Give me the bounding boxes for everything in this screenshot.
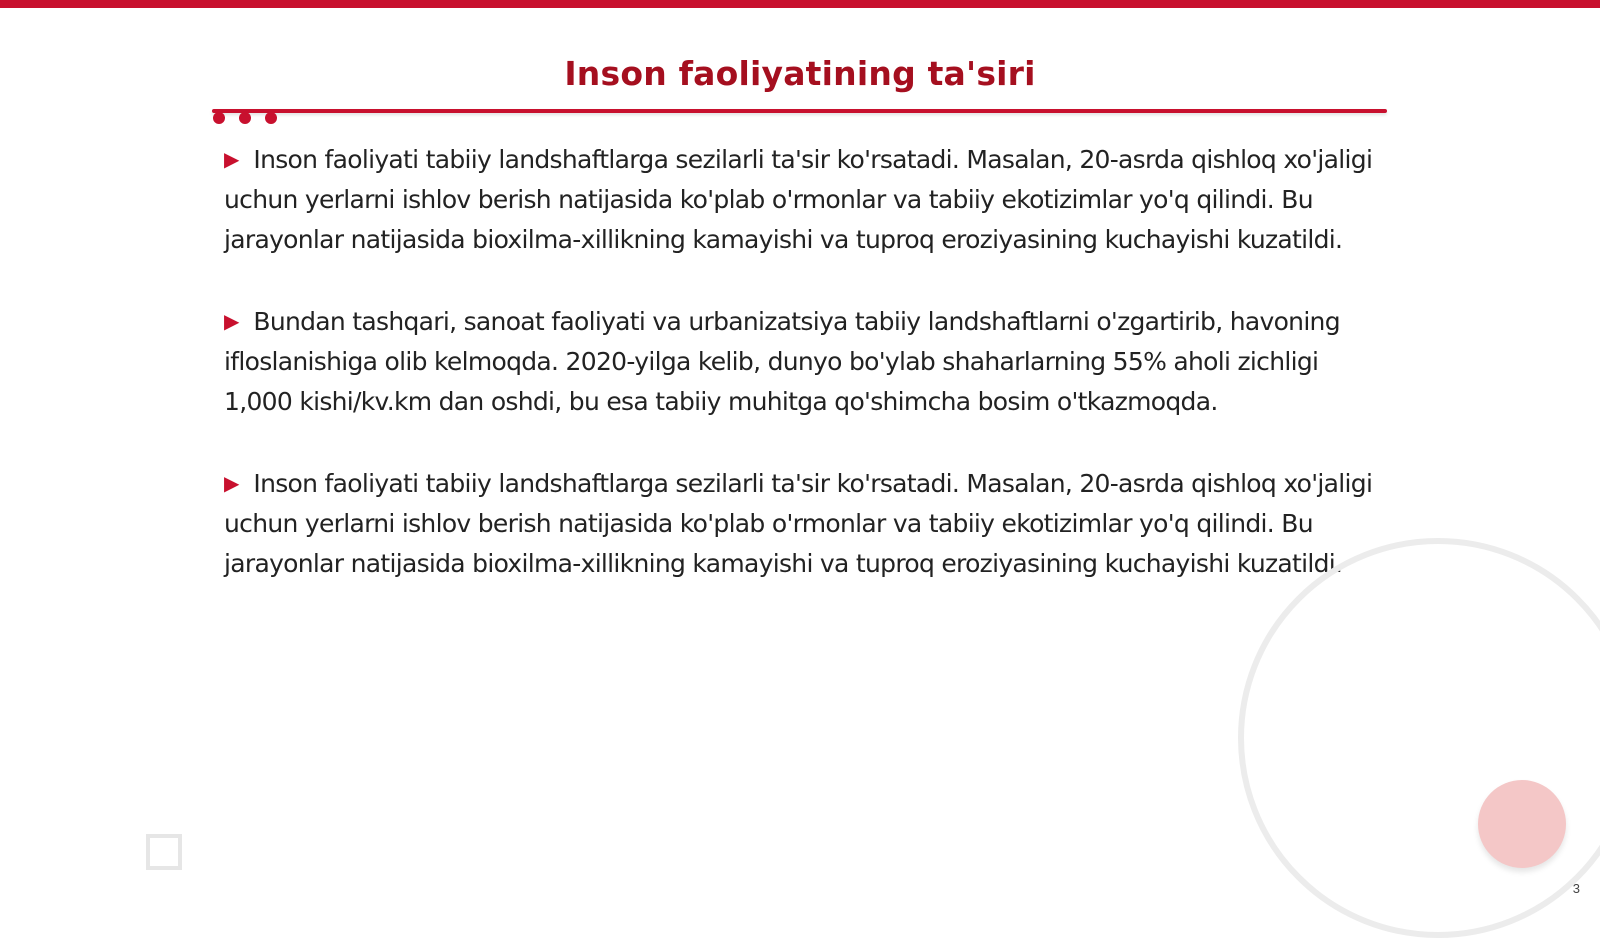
title-underline [212, 109, 1387, 113]
paragraph-text: Bundan tashqari, sanoat faoliyati va urbanizatsiya tabiiy landshaftlarni o'zgartirib, havoning ifloslanishiga olib kelmoqda. 2020-yilga kelib, dunyo bo'ylab shaharlarning 55% aholi zichligi 1,000 kishi/kv.km dan oshdi, bu esa tabiiy muhitga qo'shimcha bosim o'tkazmoqda. [224, 307, 1340, 416]
bullet-paragraph-3 [224, 463, 1384, 584]
bullet-paragraph-2 [224, 301, 1384, 422]
decor-dot-3 [265, 112, 277, 124]
bullet-paragraph-1 [224, 139, 1384, 260]
paragraph-text: Inson faoliyati tabiiy landshaftlarga sezilarli ta'sir ko'rsatadi. Masalan, 20-asrda qishloq xo'jaligi uchun yerlarni ishlov berish natijasida ko'plab o'rmonlar va tabiiy ekotizimlar yo'q qilindi. Bu jarayonlar natijasida bioxilma-xillikning kamayishi va tuproq eroziyasining kuchayishi kuzatildi. [224, 469, 1373, 578]
triangle-bullet-icon: ▶ [224, 309, 240, 333]
slide-body [224, 139, 1384, 625]
top-accent-bar [0, 0, 1600, 8]
decorative-square [146, 834, 182, 870]
paragraph-text: Inson faoliyati tabiiy landshaftlarga sezilarli ta'sir ko'rsatadi. Masalan, 20-asrda qishloq xo'jaligi uchun yerlarni ishlov berish natijasida ko'plab o'rmonlar va tabiiy ekotizimlar yo'q qilindi. Bu jarayonlar natijasida bioxilma-xillikning kamayishi va tuproq eroziyasining kuchayishi kuzatildi. [224, 145, 1373, 254]
triangle-bullet-icon: ▶ [224, 147, 240, 171]
decor-dot-1 [213, 112, 225, 124]
page-number: 3 [1572, 881, 1580, 896]
triangle-bullet-icon: ▶ [224, 471, 240, 495]
slide-title: Inson faoliyatining ta'siri [564, 54, 1036, 93]
decor-dot-2 [239, 112, 251, 124]
decorative-pink-circle [1478, 780, 1566, 868]
